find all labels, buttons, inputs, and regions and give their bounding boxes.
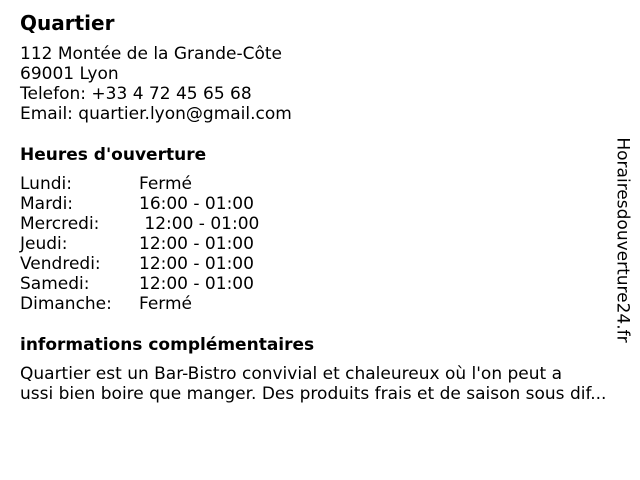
email-address: Email: quartier.lyon@gmail.com xyxy=(20,104,292,124)
info-description-line-2: ussi bien boire que manger. Des produits frais et de saison sous dif... xyxy=(20,384,607,404)
day-label: Lundi: xyxy=(20,174,72,194)
day-hours: Fermé xyxy=(139,294,193,314)
hours-row-thursday xyxy=(20,234,610,254)
hours-row-wednesday xyxy=(20,214,610,234)
business-card xyxy=(20,10,610,404)
hours-table xyxy=(20,174,610,314)
day-hours: Fermé xyxy=(139,174,193,194)
site-watermark-text: Horairesdouverture24.fr xyxy=(613,137,633,343)
day-label: Jeudi: xyxy=(20,234,68,254)
hours-row-friday xyxy=(20,254,610,274)
day-hours: 12:00 - 01:00 xyxy=(139,234,254,254)
day-hours: 12:00 - 01:00 xyxy=(139,214,260,234)
hours-heading: Heures d'ouverture xyxy=(20,145,207,165)
day-label: Dimanche: xyxy=(20,294,112,314)
info-description-line-1: Quartier est un Bar-Bistro convivial et chaleureux où l'on peut a xyxy=(20,364,563,384)
day-hours: 12:00 - 01:00 xyxy=(139,254,254,274)
info-heading: informations complémentaires xyxy=(20,335,315,355)
day-hours: 16:00 - 01:00 xyxy=(139,194,254,214)
day-label: Samedi: xyxy=(20,274,90,294)
address-line-2: 69001 Lyon xyxy=(20,64,119,84)
day-label: Vendredi: xyxy=(20,254,101,274)
hours-row-tuesday xyxy=(20,194,610,214)
hours-row-monday xyxy=(20,174,610,194)
day-label: Mardi: xyxy=(20,194,74,214)
day-label: Mercredi: xyxy=(20,214,100,234)
day-hours: 12:00 - 01:00 xyxy=(139,274,254,294)
phone-number: Telefon: +33 4 72 45 65 68 xyxy=(20,84,252,104)
address-line-1: 112 Montée de la Grande-Côte xyxy=(20,44,283,64)
hours-row-saturday xyxy=(20,274,610,294)
hours-row-sunday xyxy=(20,294,610,314)
site-watermark xyxy=(612,135,634,345)
business-name: Quartier xyxy=(20,11,115,35)
